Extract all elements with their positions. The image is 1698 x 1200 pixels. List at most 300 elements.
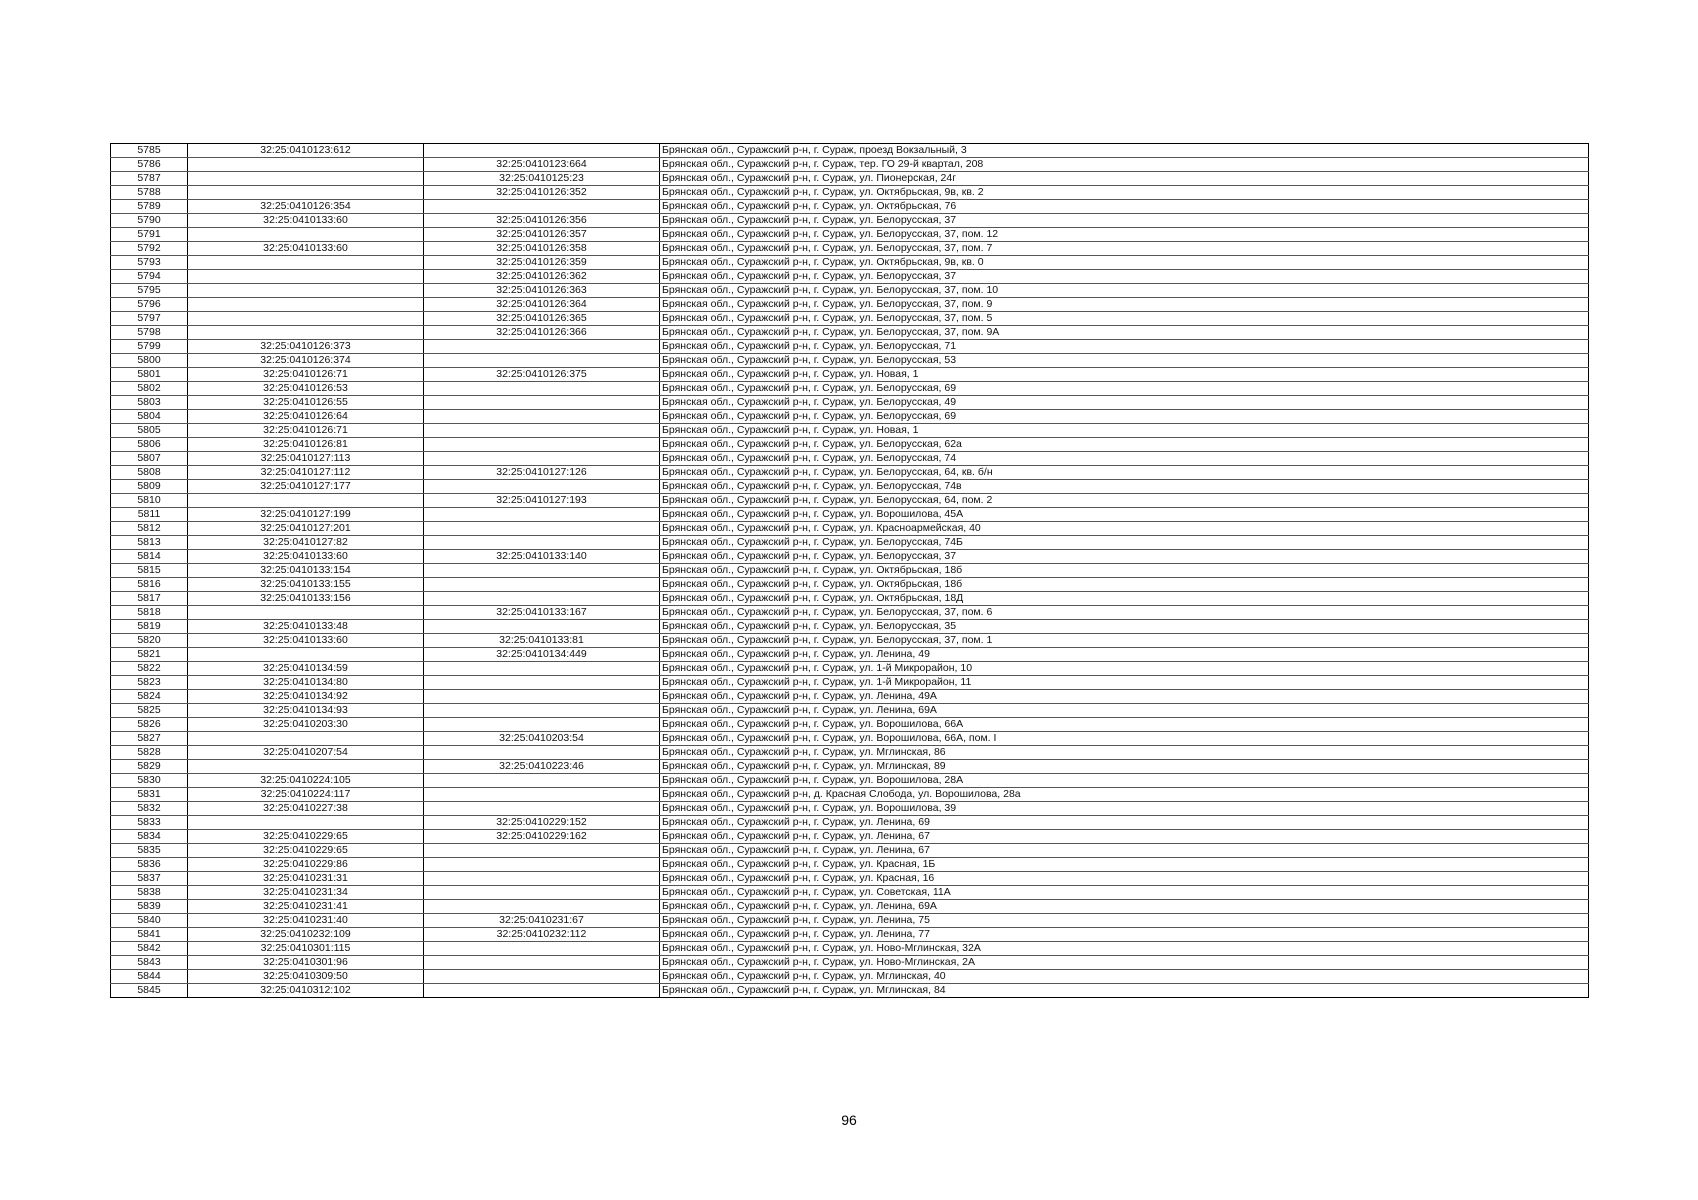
table-row <box>111 718 1589 732</box>
related-cadastral-number-cell: 32:25:0410127:126 <box>424 466 660 480</box>
address-cell: Брянская обл., Суражский р-н, д. Красная Слобода, ул. Ворошилова, 28а <box>660 788 1589 802</box>
table-row <box>111 592 1589 606</box>
related-cadastral-number-cell <box>424 676 660 690</box>
related-cadastral-number-cell <box>424 858 660 872</box>
cadastral-number-cell: 32:25:0410126:55 <box>188 396 424 410</box>
row-number-cell: 5812 <box>111 522 188 536</box>
table-row <box>111 298 1589 312</box>
address-cell: Брянская обл., Суражский р-н, г. Сураж, тер. ГО 29-й квартал, 208 <box>660 158 1589 172</box>
cadastral-number-cell <box>188 158 424 172</box>
cadastral-number-cell <box>188 256 424 270</box>
address-cell: Брянская обл., Суражский р-н, г. Сураж, ул. Белорусская, 74Б <box>660 536 1589 550</box>
related-cadastral-number-cell: 32:25:0410125:23 <box>424 172 660 186</box>
table-row <box>111 466 1589 480</box>
related-cadastral-number-cell: 32:25:0410123:664 <box>424 158 660 172</box>
cadastral-number-cell <box>188 228 424 242</box>
address-cell: Брянская обл., Суражский р-н, г. Сураж, ул. Белорусская, 64, кв. б/н <box>660 466 1589 480</box>
cadastral-number-cell: 32:25:0410126:71 <box>188 368 424 382</box>
cadastral-number-cell: 32:25:0410127:201 <box>188 522 424 536</box>
address-cell: Брянская обл., Суражский р-н, г. Сураж, ул. Белорусская, 74в <box>660 480 1589 494</box>
cadastral-number-cell: 32:25:0410229:65 <box>188 844 424 858</box>
row-number-cell: 5844 <box>111 970 188 984</box>
cadastral-table <box>110 143 1589 998</box>
row-number-cell: 5837 <box>111 872 188 886</box>
row-number-cell: 5825 <box>111 704 188 718</box>
cadastral-number-cell: 32:25:0410232:109 <box>188 928 424 942</box>
row-number-cell: 5805 <box>111 424 188 438</box>
cadastral-number-cell: 32:25:0410133:156 <box>188 592 424 606</box>
cadastral-number-cell: 32:25:0410127:199 <box>188 508 424 522</box>
address-cell: Брянская обл., Суражский р-н, г. Сураж, ул. Белорусская, 37, пом. 9 <box>660 298 1589 312</box>
table-row <box>111 564 1589 578</box>
table-row <box>111 452 1589 466</box>
table-row <box>111 970 1589 984</box>
related-cadastral-number-cell <box>424 844 660 858</box>
cadastral-number-cell: 32:25:0410127:112 <box>188 466 424 480</box>
related-cadastral-number-cell <box>424 970 660 984</box>
address-cell: Брянская обл., Суражский р-н, г. Сураж, ул. Ново-Мглинская, 32А <box>660 942 1589 956</box>
table-row <box>111 732 1589 746</box>
table-row <box>111 284 1589 298</box>
table-row <box>111 396 1589 410</box>
table-row <box>111 536 1589 550</box>
related-cadastral-number-cell <box>424 802 660 816</box>
table-row <box>111 648 1589 662</box>
table-row <box>111 228 1589 242</box>
table-row <box>111 872 1589 886</box>
address-cell: Брянская обл., Суражский р-н, г. Сураж, ул. Октябрьская, 18б <box>660 564 1589 578</box>
address-cell: Брянская обл., Суражский р-н, г. Сураж, ул. Белорусская, 37, пом. 9А <box>660 326 1589 340</box>
table-row <box>111 928 1589 942</box>
row-number-cell: 5801 <box>111 368 188 382</box>
cadastral-number-cell: 32:25:0410126:53 <box>188 382 424 396</box>
cadastral-number-cell: 32:25:0410126:373 <box>188 340 424 354</box>
cadastral-number-cell: 32:25:0410134:59 <box>188 662 424 676</box>
row-number-cell: 5796 <box>111 298 188 312</box>
address-cell: Брянская обл., Суражский р-н, г. Сураж, ул. Мглинская, 40 <box>660 970 1589 984</box>
row-number-cell: 5806 <box>111 438 188 452</box>
cadastral-number-cell <box>188 606 424 620</box>
related-cadastral-number-cell: 32:25:0410229:162 <box>424 830 660 844</box>
row-number-cell: 5839 <box>111 900 188 914</box>
row-number-cell: 5827 <box>111 732 188 746</box>
table-row <box>111 620 1589 634</box>
address-cell: Брянская обл., Суражский р-н, г. Сураж, ул. Октябрьская, 76 <box>660 200 1589 214</box>
address-cell: Брянская обл., Суражский р-н, г. Сураж, ул. Мглинская, 86 <box>660 746 1589 760</box>
address-cell: Брянская обл., Суражский р-н, г. Сураж, ул. Ленина, 67 <box>660 830 1589 844</box>
table-row <box>111 634 1589 648</box>
row-number-cell: 5822 <box>111 662 188 676</box>
table-row <box>111 578 1589 592</box>
table-row <box>111 242 1589 256</box>
cadastral-number-cell: 32:25:0410133:48 <box>188 620 424 634</box>
related-cadastral-number-cell <box>424 788 660 802</box>
table-row <box>111 354 1589 368</box>
address-cell: Брянская обл., Суражский р-н, г. Сураж, ул. Красная, 16 <box>660 872 1589 886</box>
address-cell: Брянская обл., Суражский р-н, г. Сураж, ул. Белорусская, 71 <box>660 340 1589 354</box>
related-cadastral-number-cell <box>424 900 660 914</box>
related-cadastral-number-cell: 32:25:0410126:364 <box>424 298 660 312</box>
related-cadastral-number-cell: 32:25:0410133:167 <box>424 606 660 620</box>
cadastral-number-cell: 32:25:0410309:50 <box>188 970 424 984</box>
table-row <box>111 606 1589 620</box>
address-cell: Брянская обл., Суражский р-н, г. Сураж, ул. Белорусская, 37 <box>660 270 1589 284</box>
table-row <box>111 172 1589 186</box>
related-cadastral-number-cell <box>424 522 660 536</box>
address-cell: Брянская обл., Суражский р-н, г. Сураж, ул. Ворошилова, 66А <box>660 718 1589 732</box>
cadastral-number-cell: 32:25:0410133:60 <box>188 214 424 228</box>
related-cadastral-number-cell <box>424 592 660 606</box>
address-cell: Брянская обл., Суражский р-н, г. Сураж, ул. Ново-Мглинская, 2А <box>660 956 1589 970</box>
cadastral-number-cell: 32:25:0410133:60 <box>188 242 424 256</box>
address-cell: Брянская обл., Суражский р-н, г. Сураж, ул. Белорусская, 74 <box>660 452 1589 466</box>
related-cadastral-number-cell <box>424 704 660 718</box>
cadastral-number-cell: 32:25:0410127:177 <box>188 480 424 494</box>
address-cell: Брянская обл., Суражский р-н, г. Сураж, ул. Белорусская, 49 <box>660 396 1589 410</box>
related-cadastral-number-cell <box>424 382 660 396</box>
table-row <box>111 312 1589 326</box>
address-cell: Брянская обл., Суражский р-н, г. Сураж, ул. Белорусская, 37 <box>660 214 1589 228</box>
related-cadastral-number-cell <box>424 746 660 760</box>
related-cadastral-number-cell: 32:25:0410126:357 <box>424 228 660 242</box>
row-number-cell: 5811 <box>111 508 188 522</box>
table-row <box>111 326 1589 340</box>
table-row <box>111 760 1589 774</box>
table-row <box>111 942 1589 956</box>
table-row <box>111 200 1589 214</box>
cadastral-number-cell <box>188 732 424 746</box>
related-cadastral-number-cell: 32:25:0410126:352 <box>424 186 660 200</box>
address-cell: Брянская обл., Суражский р-н, г. Сураж, ул. Пионерская, 24г <box>660 172 1589 186</box>
related-cadastral-number-cell <box>424 690 660 704</box>
related-cadastral-number-cell <box>424 340 660 354</box>
address-cell: Брянская обл., Суражский р-н, г. Сураж, ул. Белорусская, 62а <box>660 438 1589 452</box>
cadastral-number-cell <box>188 326 424 340</box>
cadastral-number-cell: 32:25:0410231:41 <box>188 900 424 914</box>
related-cadastral-number-cell <box>424 144 660 158</box>
cadastral-number-cell: 32:25:0410229:65 <box>188 830 424 844</box>
table-row <box>111 704 1589 718</box>
cadastral-number-cell <box>188 494 424 508</box>
related-cadastral-number-cell: 32:25:0410231:67 <box>424 914 660 928</box>
address-cell: Брянская обл., Суражский р-н, г. Сураж, ул. Ворошилова, 28А <box>660 774 1589 788</box>
cadastral-number-cell: 32:25:0410134:92 <box>188 690 424 704</box>
related-cadastral-number-cell: 32:25:0410229:152 <box>424 816 660 830</box>
table-row <box>111 186 1589 200</box>
related-cadastral-number-cell <box>424 942 660 956</box>
row-number-cell: 5823 <box>111 676 188 690</box>
row-number-cell: 5840 <box>111 914 188 928</box>
cadastral-number-cell <box>188 760 424 774</box>
row-number-cell: 5830 <box>111 774 188 788</box>
address-cell: Брянская обл., Суражский р-н, г. Сураж, ул. Ворошилова, 45А <box>660 508 1589 522</box>
table-row <box>111 914 1589 928</box>
cadastral-number-cell: 32:25:0410229:86 <box>188 858 424 872</box>
table-row <box>111 900 1589 914</box>
address-cell: Брянская обл., Суражский р-н, г. Сураж, ул. Ленина, 75 <box>660 914 1589 928</box>
table-row <box>111 746 1589 760</box>
address-cell: Брянская обл., Суражский р-н, г. Сураж, проезд Вокзальный, 3 <box>660 144 1589 158</box>
table-row <box>111 410 1589 424</box>
address-cell: Брянская обл., Суражский р-н, г. Сураж, ул. Ворошилова, 39 <box>660 802 1589 816</box>
row-number-cell: 5799 <box>111 340 188 354</box>
row-number-cell: 5845 <box>111 984 188 998</box>
address-cell: Брянская обл., Суражский р-н, г. Сураж, ул. Ленина, 69А <box>660 900 1589 914</box>
cadastral-number-cell: 32:25:0410126:354 <box>188 200 424 214</box>
related-cadastral-number-cell <box>424 508 660 522</box>
table-row <box>111 270 1589 284</box>
related-cadastral-number-cell: 32:25:0410203:54 <box>424 732 660 746</box>
cadastral-number-cell: 32:25:0410231:34 <box>188 886 424 900</box>
related-cadastral-number-cell: 32:25:0410126:375 <box>424 368 660 382</box>
row-number-cell: 5834 <box>111 830 188 844</box>
row-number-cell: 5809 <box>111 480 188 494</box>
row-number-cell: 5841 <box>111 928 188 942</box>
related-cadastral-number-cell: 32:25:0410133:81 <box>424 634 660 648</box>
related-cadastral-number-cell <box>424 396 660 410</box>
row-number-cell: 5797 <box>111 312 188 326</box>
table-row <box>111 438 1589 452</box>
address-cell: Брянская обл., Суражский р-н, г. Сураж, ул. Белорусская, 53 <box>660 354 1589 368</box>
related-cadastral-number-cell: 32:25:0410126:363 <box>424 284 660 298</box>
row-number-cell: 5792 <box>111 242 188 256</box>
table-row <box>111 144 1589 158</box>
cadastral-number-cell: 32:25:0410203:30 <box>188 718 424 732</box>
table-row <box>111 424 1589 438</box>
cadastral-number-cell: 32:25:0410133:60 <box>188 550 424 564</box>
row-number-cell: 5790 <box>111 214 188 228</box>
address-cell: Брянская обл., Суражский р-н, г. Сураж, ул. Красноармейская, 40 <box>660 522 1589 536</box>
address-cell: Брянская обл., Суражский р-н, г. Сураж, ул. Новая, 1 <box>660 424 1589 438</box>
cadastral-number-cell <box>188 270 424 284</box>
row-number-cell: 5832 <box>111 802 188 816</box>
cadastral-number-cell <box>188 298 424 312</box>
row-number-cell: 5819 <box>111 620 188 634</box>
related-cadastral-number-cell <box>424 662 660 676</box>
cadastral-number-cell: 32:25:0410133:60 <box>188 634 424 648</box>
table-row <box>111 522 1589 536</box>
table-row <box>111 368 1589 382</box>
address-cell: Брянская обл., Суражский р-н, г. Сураж, ул. Белорусская, 37, пом. 1 <box>660 634 1589 648</box>
row-number-cell: 5813 <box>111 536 188 550</box>
address-cell: Брянская обл., Суражский р-н, г. Сураж, ул. Красная, 1Б <box>660 858 1589 872</box>
table-row <box>111 844 1589 858</box>
page-number: 96 <box>841 1112 857 1128</box>
cadastral-number-cell <box>188 312 424 326</box>
row-number-cell: 5804 <box>111 410 188 424</box>
related-cadastral-number-cell <box>424 886 660 900</box>
row-number-cell: 5814 <box>111 550 188 564</box>
table-row <box>111 830 1589 844</box>
related-cadastral-number-cell <box>424 872 660 886</box>
row-number-cell: 5786 <box>111 158 188 172</box>
cadastral-number-cell: 32:25:0410126:64 <box>188 410 424 424</box>
cadastral-number-cell: 32:25:0410127:113 <box>188 452 424 466</box>
table-row <box>111 662 1589 676</box>
related-cadastral-number-cell: 32:25:0410133:140 <box>424 550 660 564</box>
address-cell: Брянская обл., Суражский р-н, г. Сураж, ул. Октябрьская, 18Д <box>660 592 1589 606</box>
row-number-cell: 5788 <box>111 186 188 200</box>
table-row <box>111 494 1589 508</box>
related-cadastral-number-cell <box>424 424 660 438</box>
related-cadastral-number-cell: 32:25:0410134:449 <box>424 648 660 662</box>
address-cell: Брянская обл., Суражский р-н, г. Сураж, ул. Белорусская, 35 <box>660 620 1589 634</box>
cadastral-number-cell: 32:25:0410126:71 <box>188 424 424 438</box>
row-number-cell: 5808 <box>111 466 188 480</box>
table-row <box>111 382 1589 396</box>
table-row <box>111 158 1589 172</box>
address-cell: Брянская обл., Суражский р-н, г. Сураж, ул. Белорусская, 69 <box>660 382 1589 396</box>
cadastral-number-cell: 32:25:0410126:374 <box>188 354 424 368</box>
cadastral-number-cell: 32:25:0410127:82 <box>188 536 424 550</box>
address-cell: Брянская обл., Суражский р-н, г. Сураж, ул. Ленина, 49А <box>660 690 1589 704</box>
related-cadastral-number-cell <box>424 354 660 368</box>
row-number-cell: 5829 <box>111 760 188 774</box>
related-cadastral-number-cell: 32:25:0410126:358 <box>424 242 660 256</box>
related-cadastral-number-cell: 32:25:0410126:365 <box>424 312 660 326</box>
related-cadastral-number-cell: 32:25:0410127:193 <box>424 494 660 508</box>
address-cell: Брянская обл., Суражский р-н, г. Сураж, ул. Белорусская, 37, пом. 10 <box>660 284 1589 298</box>
related-cadastral-number-cell <box>424 480 660 494</box>
related-cadastral-number-cell: 32:25:0410126:362 <box>424 270 660 284</box>
table-row <box>111 816 1589 830</box>
cadastral-number-cell: 32:25:0410301:96 <box>188 956 424 970</box>
table-row <box>111 788 1589 802</box>
address-cell: Брянская обл., Суражский р-н, г. Сураж, ул. Белорусская, 69 <box>660 410 1589 424</box>
row-number-cell: 5833 <box>111 816 188 830</box>
table-row <box>111 774 1589 788</box>
cadastral-number-cell: 32:25:0410231:31 <box>188 872 424 886</box>
address-cell: Брянская обл., Суражский р-н, г. Сураж, ул. Октябрьская, 9в, кв. 0 <box>660 256 1589 270</box>
cadastral-number-cell: 32:25:0410227:38 <box>188 802 424 816</box>
address-cell: Брянская обл., Суражский р-н, г. Сураж, ул. Новая, 1 <box>660 368 1589 382</box>
address-cell: Брянская обл., Суражский р-н, г. Сураж, ул. Мглинская, 84 <box>660 984 1589 998</box>
row-number-cell: 5815 <box>111 564 188 578</box>
address-cell: Брянская обл., Суражский р-н, г. Сураж, ул. 1-й Микрорайон, 10 <box>660 662 1589 676</box>
table-row <box>111 550 1589 564</box>
row-number-cell: 5831 <box>111 788 188 802</box>
cadastral-number-cell: 32:25:0410134:80 <box>188 676 424 690</box>
address-cell: Брянская обл., Суражский р-н, г. Сураж, ул. Ленина, 69А <box>660 704 1589 718</box>
row-number-cell: 5794 <box>111 270 188 284</box>
cadastral-number-cell: 32:25:0410134:93 <box>188 704 424 718</box>
address-cell: Брянская обл., Суражский р-н, г. Сураж, ул. Ленина, 77 <box>660 928 1589 942</box>
row-number-cell: 5787 <box>111 172 188 186</box>
address-cell: Брянская обл., Суражский р-н, г. Сураж, ул. Ленина, 49 <box>660 648 1589 662</box>
table-row <box>111 480 1589 494</box>
row-number-cell: 5820 <box>111 634 188 648</box>
cadastral-number-cell <box>188 816 424 830</box>
table-row <box>111 508 1589 522</box>
row-number-cell: 5843 <box>111 956 188 970</box>
cadastral-number-cell: 32:25:0410126:81 <box>188 438 424 452</box>
row-number-cell: 5826 <box>111 718 188 732</box>
cadastral-number-cell: 32:25:0410207:54 <box>188 746 424 760</box>
related-cadastral-number-cell: 32:25:0410223:46 <box>424 760 660 774</box>
row-number-cell: 5791 <box>111 228 188 242</box>
address-cell: Брянская обл., Суражский р-н, г. Сураж, ул. Белорусская, 37, пом. 5 <box>660 312 1589 326</box>
address-cell: Брянская обл., Суражский р-н, г. Сураж, ул. Октябрьская, 9в, кв. 2 <box>660 186 1589 200</box>
address-cell: Брянская обл., Суражский р-н, г. Сураж, ул. Мглинская, 89 <box>660 760 1589 774</box>
cadastral-number-cell <box>188 284 424 298</box>
address-cell: Брянская обл., Суражский р-н, г. Сураж, ул. 1-й Микрорайон, 11 <box>660 676 1589 690</box>
cadastral-number-cell <box>188 648 424 662</box>
related-cadastral-number-cell <box>424 452 660 466</box>
cadastral-number-cell: 32:25:0410133:154 <box>188 564 424 578</box>
related-cadastral-number-cell <box>424 984 660 998</box>
row-number-cell: 5789 <box>111 200 188 214</box>
related-cadastral-number-cell: 32:25:0410232:112 <box>424 928 660 942</box>
address-cell: Брянская обл., Суражский р-н, г. Сураж, ул. Белорусская, 37, пом. 6 <box>660 606 1589 620</box>
table-row <box>111 690 1589 704</box>
table-row <box>111 858 1589 872</box>
table-row <box>111 340 1589 354</box>
cadastral-number-cell: 32:25:0410301:115 <box>188 942 424 956</box>
address-cell: Брянская обл., Суражский р-н, г. Сураж, ул. Ленина, 67 <box>660 844 1589 858</box>
related-cadastral-number-cell <box>424 438 660 452</box>
row-number-cell: 5785 <box>111 144 188 158</box>
table-row <box>111 956 1589 970</box>
row-number-cell: 5800 <box>111 354 188 368</box>
related-cadastral-number-cell <box>424 536 660 550</box>
related-cadastral-number-cell: 32:25:0410126:356 <box>424 214 660 228</box>
table-row <box>111 886 1589 900</box>
address-cell: Брянская обл., Суражский р-н, г. Сураж, ул. Ленина, 69 <box>660 816 1589 830</box>
row-number-cell: 5821 <box>111 648 188 662</box>
row-number-cell: 5824 <box>111 690 188 704</box>
row-number-cell: 5838 <box>111 886 188 900</box>
related-cadastral-number-cell <box>424 200 660 214</box>
table-row <box>111 256 1589 270</box>
address-cell: Брянская обл., Суражский р-н, г. Сураж, ул. Советская, 11А <box>660 886 1589 900</box>
row-number-cell: 5817 <box>111 592 188 606</box>
related-cadastral-number-cell <box>424 956 660 970</box>
address-cell: Брянская обл., Суражский р-н, г. Сураж, ул. Белорусская, 37 <box>660 550 1589 564</box>
related-cadastral-number-cell <box>424 774 660 788</box>
cadastral-number-cell: 32:25:0410133:155 <box>188 578 424 592</box>
row-number-cell: 5807 <box>111 452 188 466</box>
row-number-cell: 5793 <box>111 256 188 270</box>
address-cell: Брянская обл., Суражский р-н, г. Сураж, ул. Белорусская, 37, пом. 7 <box>660 242 1589 256</box>
row-number-cell: 5795 <box>111 284 188 298</box>
related-cadastral-number-cell <box>424 578 660 592</box>
address-cell: Брянская обл., Суражский р-н, г. Сураж, ул. Белорусская, 37, пом. 12 <box>660 228 1589 242</box>
cadastral-number-cell: 32:25:0410224:105 <box>188 774 424 788</box>
table-row <box>111 984 1589 998</box>
related-cadastral-number-cell <box>424 564 660 578</box>
row-number-cell: 5836 <box>111 858 188 872</box>
related-cadastral-number-cell <box>424 620 660 634</box>
row-number-cell: 5842 <box>111 942 188 956</box>
cadastral-number-cell: 32:25:0410312:102 <box>188 984 424 998</box>
row-number-cell: 5810 <box>111 494 188 508</box>
table-row <box>111 802 1589 816</box>
row-number-cell: 5803 <box>111 396 188 410</box>
row-number-cell: 5818 <box>111 606 188 620</box>
related-cadastral-number-cell <box>424 718 660 732</box>
related-cadastral-number-cell <box>424 410 660 424</box>
address-cell: Брянская обл., Суражский р-н, г. Сураж, ул. Ворошилова, 66А, пом. I <box>660 732 1589 746</box>
row-number-cell: 5798 <box>111 326 188 340</box>
table-row <box>111 214 1589 228</box>
cadastral-number-cell: 32:25:0410224:117 <box>188 788 424 802</box>
cadastral-number-cell: 32:25:0410123:612 <box>188 144 424 158</box>
cadastral-number-cell <box>188 172 424 186</box>
table-body <box>111 144 1589 998</box>
related-cadastral-number-cell: 32:25:0410126:366 <box>424 326 660 340</box>
row-number-cell: 5802 <box>111 382 188 396</box>
row-number-cell: 5816 <box>111 578 188 592</box>
